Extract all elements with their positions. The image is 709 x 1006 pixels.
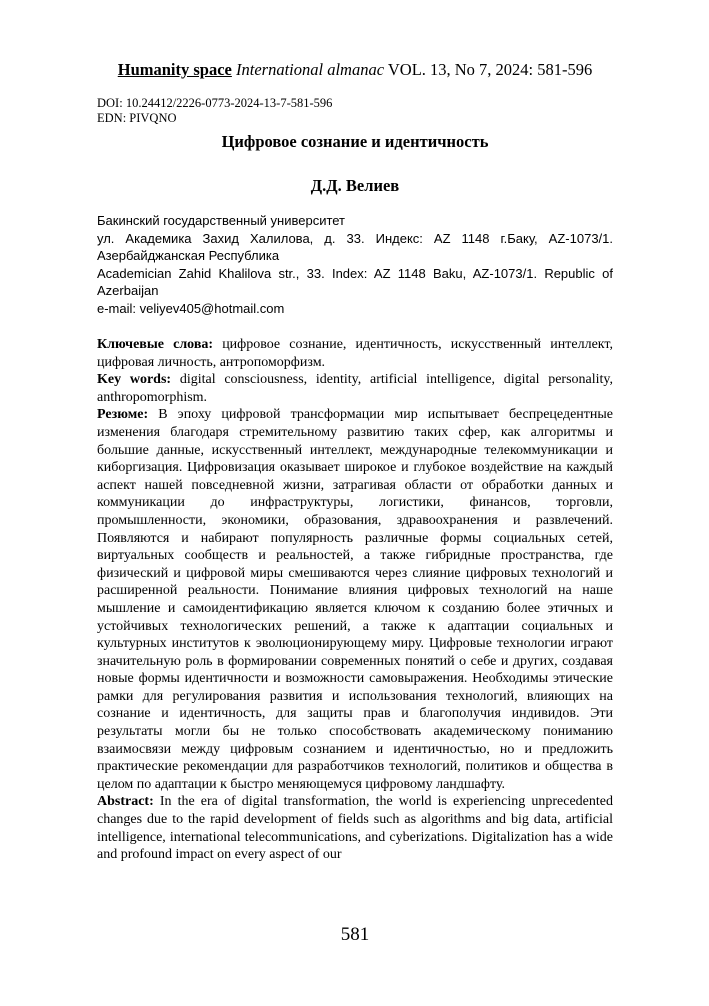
- address-ru: ул. Академика Захид Халилова, д. 33. Индекс: AZ 1148 г.Баку, AZ-1073/1. Азербайджанская Республика: [97, 230, 613, 263]
- almanac-name: International almanac: [236, 60, 385, 79]
- abstract: [97, 793, 613, 863]
- volume-info: VOL. 13, No 7, 2024: 581-596: [387, 60, 593, 79]
- address-en: Academician Zahid Khalilova str., 33. Index: AZ 1148 Baku, AZ-1073/1. Republic of Azerbaijan: [97, 265, 613, 298]
- resume-label: Резюме:: [97, 407, 149, 423]
- page-number: 581: [340, 924, 370, 945]
- keywords-en: [97, 371, 613, 406]
- keywords-ru-text: цифровое сознание, идентичность, искусственный интеллект, цифровая личность, антропоморфизм.: [97, 337, 613, 370]
- author-name: Д.Д. Велиев: [310, 176, 400, 195]
- abstract-label: Abstract:: [97, 794, 154, 810]
- email: e-mail: veliyev405@hotmail.com: [97, 300, 285, 316]
- affiliation-block: [97, 212, 613, 317]
- doi: DOI: 10.24412/2226-0773-2024-13-7-581-596: [97, 96, 333, 110]
- keywords-ru: [97, 336, 613, 371]
- journal-name: Humanity space: [117, 60, 232, 79]
- running-header: [97, 60, 613, 80]
- keywords-en-label: Key words:: [97, 372, 172, 388]
- keywords-ru-label: Ключевые слова:: [97, 337, 214, 352]
- article-title: Цифровое сознание и идентичность: [221, 132, 489, 151]
- resume-text: В эпоху цифровой трансформации мир испытывает беспрецедентные изменения благодаря стремительному развитию таких сфер, как алгоритмы и большие данные, искусственный интеллект, международные телекоммуникации и киборгизация. Цифровизация оказывает широкое и глубокое воздействие на каждый аспект нашей повседневной жизни, затрагивая области от обработки данных и коммуникации до инфраструктуры, логистики, финансов, торговли, промышленности, экономики, образования, здравоохранения и развлечений. Появляются и набирают популярность различные формы социальных сетей, виртуальных сообществ и реальностей, а также гибридные пространства, где физический и цифровой миры смешиваются через слияние цифровых технологий и расширенной реальности. Понимание влияния цифровых технологий на наше мышление и самоидентификацию является ключом к созданию более этичных и устойчивых технологических решений, а также к адаптации социальных и культурных институтов к эволюционирующему миру. Цифровые технологии играют значительную роль в формировании современных понятий о себе и других, создавая новые формы идентичности и возможности самовыражения. Необходимы этические рамки для регулирования развития и использования технологий, влияющих на сознание и идентичность, для защиты прав и благополучия индивидов. Эти результаты могли бы не только способствовать академическому пониманию взаимосвязи между цифровым сознанием и идентичностью, но и предложить практические рекомендации для разработчиков технологий, политиков и общества в целом по адаптации к быстро меняющемуся цифровому ландшафту.: [97, 407, 614, 792]
- edn: EDN: PIVQNO: [97, 111, 177, 125]
- university: Бакинский государственный университет: [97, 213, 346, 228]
- article-body: [97, 336, 613, 864]
- resume: [97, 406, 613, 793]
- article-meta: [97, 96, 332, 126]
- abstract-text: In the era of digital transformation, the world is experiencing unprecedented changes due to the rapid development of fields such as algorithms and big data, artificial intelligence, international telecommunications, and cyberizations. Digitalization has a wide and profound impact on every aspect of our: [97, 794, 614, 863]
- keywords-en-text: digital consciousness, identity, artificial intelligence, digital personality, anthropomorphism.: [97, 372, 614, 405]
